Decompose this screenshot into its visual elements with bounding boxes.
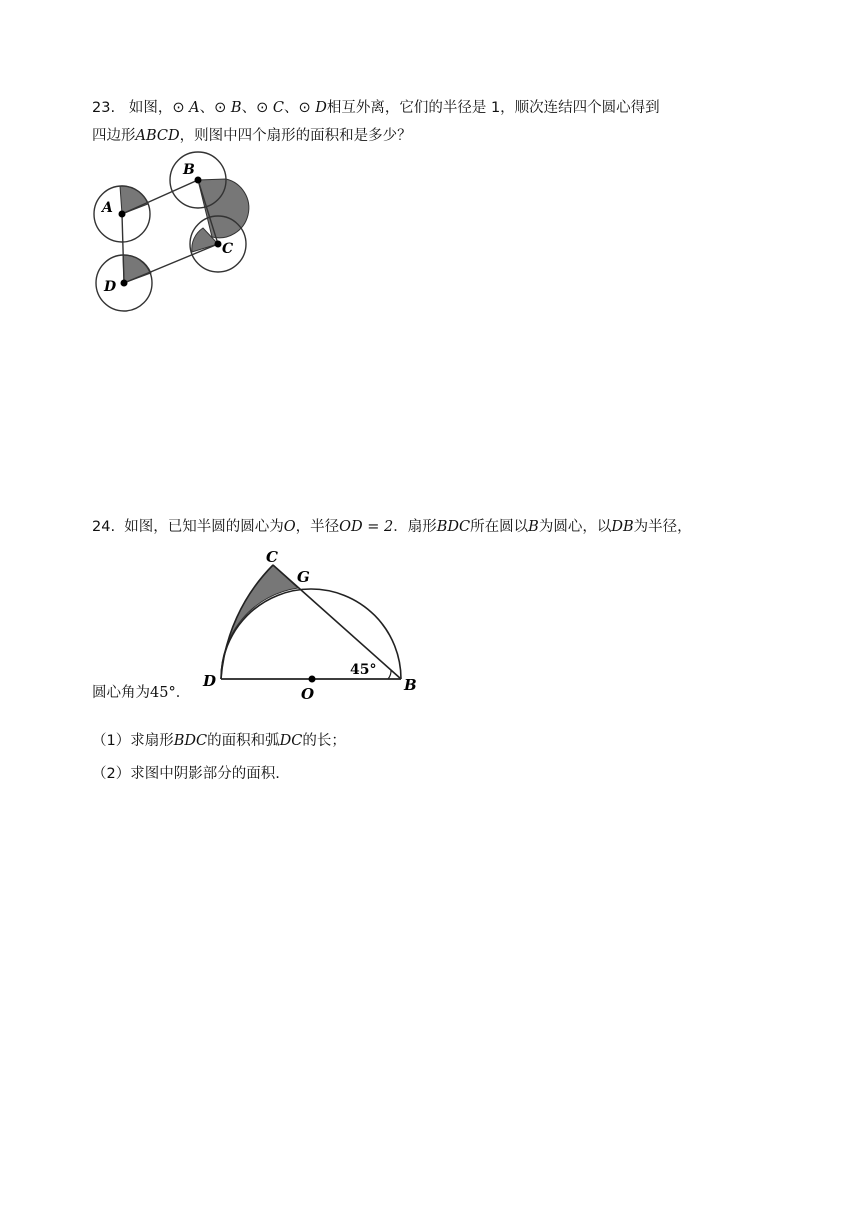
q23-text: 如图， <box>128 100 173 116</box>
separator: 、 <box>241 100 257 116</box>
q24-text: ． <box>175 685 191 701</box>
circle-symbol: ⊙ <box>298 100 311 116</box>
label-A: A <box>102 200 113 216</box>
q24-sub2-text: （2）求图中阴影部分的面积. <box>92 766 280 782</box>
q24-sub2 <box>92 764 280 784</box>
separator: 、 <box>199 100 215 116</box>
label-O: O <box>301 685 315 703</box>
label-B: B <box>404 676 417 694</box>
math-DC: DC <box>279 733 303 749</box>
center-D <box>121 280 128 287</box>
q23-text: 四边形 <box>92 128 136 144</box>
sector-D <box>123 255 151 283</box>
separator: 、 <box>283 100 299 116</box>
math-D: D <box>315 100 327 116</box>
center-A <box>119 211 126 218</box>
math-ABCD: ABCD <box>135 128 180 144</box>
math-OD-eq: OD = 2 <box>339 519 394 535</box>
angle-mark <box>388 670 391 679</box>
math-angle: 45° <box>150 685 176 701</box>
label-C: C <box>266 548 278 566</box>
q23-line2 <box>92 126 412 146</box>
q24-line1 <box>92 517 692 537</box>
q24-text: 为圆心，以 <box>538 519 612 535</box>
center-O <box>309 676 316 683</box>
segment-BC <box>273 565 401 679</box>
center-C <box>215 241 222 248</box>
q23-number: 23. <box>92 100 116 116</box>
q24-text: 圆心角为 <box>92 685 150 701</box>
q24-figure <box>200 546 425 706</box>
math-BDC: BDC <box>173 733 208 749</box>
sector-A <box>120 186 148 214</box>
q24-sub1-text: （1）求扇形 <box>92 733 174 749</box>
math-BDC: BDC <box>436 519 471 535</box>
math-A: A <box>189 100 200 116</box>
q24-number: 24. <box>92 519 116 535</box>
q24-text: ．扇形 <box>393 519 437 535</box>
q23-text: ，则图中四个扇形的面积和是多少？ <box>179 128 412 144</box>
math-C: C <box>272 100 284 116</box>
shaded-region <box>221 565 298 679</box>
q24-sub1 <box>92 731 346 751</box>
label-D: D <box>104 279 117 295</box>
circle-symbol: ⊙ <box>214 100 227 116</box>
math-B: B <box>528 519 539 535</box>
angle-label: 45° <box>350 662 377 678</box>
q24-text: 为半径， <box>633 519 692 535</box>
label-G: G <box>297 568 310 586</box>
center-B <box>195 177 202 184</box>
math-DB: DB <box>611 519 634 535</box>
label-C: C <box>222 241 234 257</box>
q24-sub1-text: 的长； <box>302 733 346 749</box>
label-D: D <box>203 672 217 690</box>
q24-line2 <box>92 683 190 703</box>
q24-sub1-text: 的面积和弧 <box>207 733 280 749</box>
q23-figure <box>88 150 258 318</box>
math-B: B <box>230 100 242 116</box>
q24-text: 所在圆以 <box>470 519 529 535</box>
q24-text: ，半径 <box>295 519 340 535</box>
q24-text: 如图，已知半圆的圆心为 <box>124 519 284 535</box>
circle-symbol: ⊙ <box>256 100 269 116</box>
q23-text: 相互外离，它们的半径是 1，顺次连结四个圆心得到 <box>326 100 660 116</box>
math-O: O <box>283 519 296 535</box>
q23-line1 <box>92 98 660 118</box>
label-B: B <box>183 162 195 178</box>
circle-symbol: ⊙ <box>172 100 185 116</box>
